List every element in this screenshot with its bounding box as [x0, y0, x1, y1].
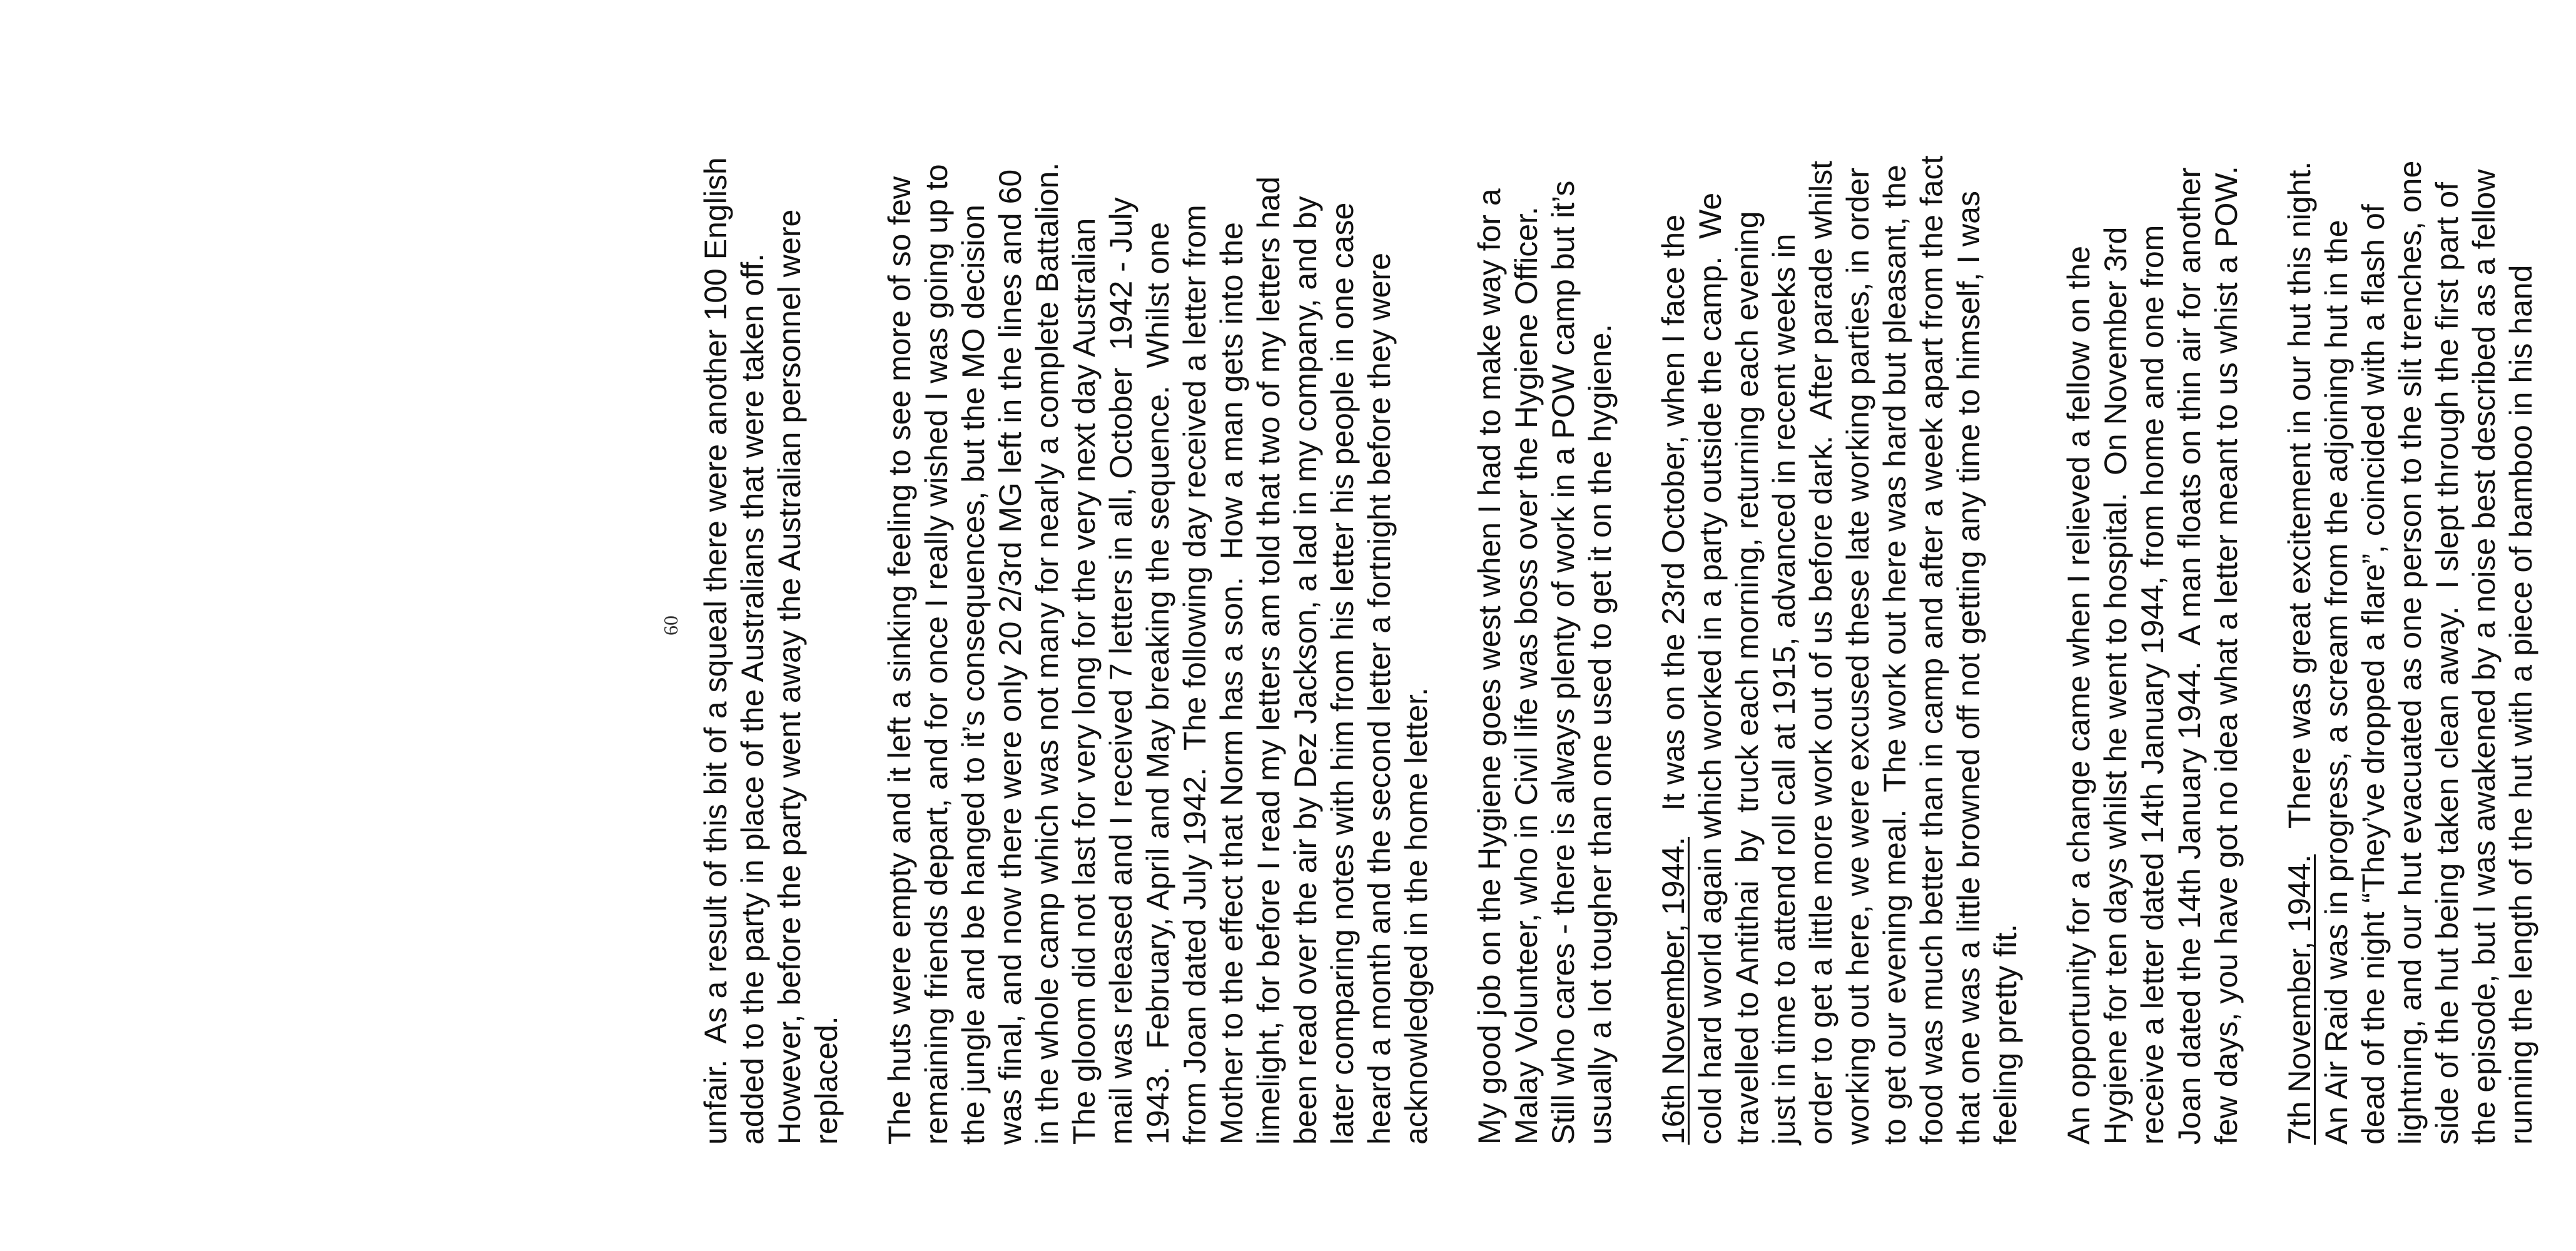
- text-line: later comparing notes with him from his letter his people in one case: [1325, 202, 1360, 1145]
- text-line: added to the party in place of the Australians that were taken off.: [735, 253, 770, 1145]
- text-line: Still who cares - there is always plenty of work in a POW camp but it’s: [1546, 180, 1581, 1145]
- text-line: few days, you have got no idea what a letter meant to us whist a POW.: [2209, 166, 2244, 1145]
- paragraph-opportunity: [2061, 0, 2245, 1145]
- text-line: heard a month and the second letter a fortnight before they were: [1362, 253, 1397, 1145]
- text-line: was final, and now there were only 20 2/3rd MG left in the lines and 60: [993, 169, 1028, 1145]
- page-number: 60: [659, 615, 682, 636]
- text-line: in the whole camp which was not many for nearly a complete Battalion.: [1030, 162, 1065, 1145]
- text-line: side of the hut being taken clean away. I slept through the first part of: [2430, 182, 2465, 1145]
- text-line: order to get a little more work out of us before dark. After parade whilst: [1803, 161, 1838, 1145]
- text-line: usually a lot tougher than one used to get it on the hygiene.: [1583, 323, 1618, 1145]
- entry-first-line: There was great excitement in our hut this night.: [2282, 161, 2317, 829]
- text-line: mail was released and I received 7 letters in all, October 1942 - July: [1103, 197, 1138, 1145]
- paragraph-empty-huts: [881, 0, 1435, 1145]
- text-line: working out here, we were excused these late working parties, in order: [1840, 168, 1875, 1145]
- text-line: the jungle and be hanged to it’s consequences, but the MO decision: [956, 205, 991, 1145]
- text-line: been read over the air by Dez Jackson, a lad in my company, and by: [1288, 196, 1323, 1145]
- text-line: My good job on the Hygiene goes west when I had to make way for a: [1472, 188, 1507, 1145]
- text-line: 1943. February, April and May breaking the sequence. Whilst one: [1140, 222, 1175, 1145]
- entry-date-heading: 16th November, 1944.: [1656, 837, 1691, 1145]
- text-line: remaining friends depart, and for once I really wished I was going up to: [919, 164, 954, 1145]
- text-line: Mother to the effect that Norm has a son. How a man gets into the: [1214, 222, 1249, 1145]
- text-line: The gloom did not last for very long for the very next day Australian: [1067, 218, 1102, 1145]
- text-line: unfair. As a result of this bit of a squeal there were another 100 English: [698, 157, 733, 1145]
- text-line: feeling pretty fit.: [1988, 924, 2023, 1145]
- text-line: An opportunity for a change came when I relieved a fellow on the: [2061, 246, 2096, 1145]
- text-line: [2281, 0, 2318, 1145]
- text-line: travelled to Antithai by truck each morning, returning each evening: [1730, 211, 1765, 1145]
- entry-first-line: It was on the 23rd October, when I face the: [1656, 214, 1691, 811]
- paragraph-hygiene-job: [1471, 0, 1619, 1145]
- text-line: cold hard world again which worked in a party outside the camp. We: [1693, 192, 1728, 1145]
- paragraph-squeal: [697, 0, 845, 1145]
- text-line: replaced.: [809, 1016, 844, 1145]
- text-line: The huts were empty and it left a sinking feeling to see more of so few: [882, 176, 917, 1145]
- body-text: [697, 0, 2576, 1145]
- text-line: limelight, for before I read my letters am told that two of my letters had: [1251, 176, 1286, 1145]
- text-line: Malay Volunteer, who in Civil life was boss over the Hygiene Officer.: [1509, 206, 1544, 1145]
- text-line: dead of the night “They’ve dropped a flare”, coincided with a flash of: [2356, 204, 2391, 1145]
- text-line: to get our evening meal. The work out here was hard but pleasant, the: [1877, 165, 1912, 1145]
- paragraph-7th-november: [2281, 0, 2540, 1145]
- text-line: from Joan dated July 1942. The following day received a letter from: [1177, 205, 1212, 1145]
- text-line: receive a letter dated 14th January 1944, from home and one from: [2135, 225, 2170, 1145]
- text-line: food was much better than in camp and after a week apart from the fact: [1914, 155, 1949, 1145]
- text-line: Joan dated the 14th January 1944. A man floats on thin air for another: [2172, 167, 2207, 1145]
- text-line: lightning, and our hut evacuated as one person to the slit trenches, one: [2393, 160, 2428, 1145]
- text-line: [1655, 0, 1692, 1145]
- entry-date-heading: 7th November, 1944.: [2282, 854, 2317, 1145]
- paragraph-16th-november: [1655, 0, 2024, 1145]
- text-line: that one was a little browned off not getting any time to himself, I was: [1951, 191, 1986, 1145]
- text-line: However, before the party went away the Australian personnel were: [772, 209, 807, 1145]
- text-line: running the length of the hut with a piece of bamboo in his hand: [2503, 265, 2538, 1145]
- text-line: Hygiene for ten days whilst he went to hospital. On November 3rd: [2098, 226, 2133, 1145]
- text-line: the episode, but I was awakened by a noise best described as a fellow: [2467, 169, 2502, 1145]
- text-line: just in time to attend roll call at 1915, advanced in recent weeks in: [1767, 233, 1802, 1145]
- text-line: An Air Raid was in progress, a scream from the adjoining hut in the: [2319, 220, 2354, 1145]
- text-line: acknowledged in the home letter.: [1399, 687, 1434, 1145]
